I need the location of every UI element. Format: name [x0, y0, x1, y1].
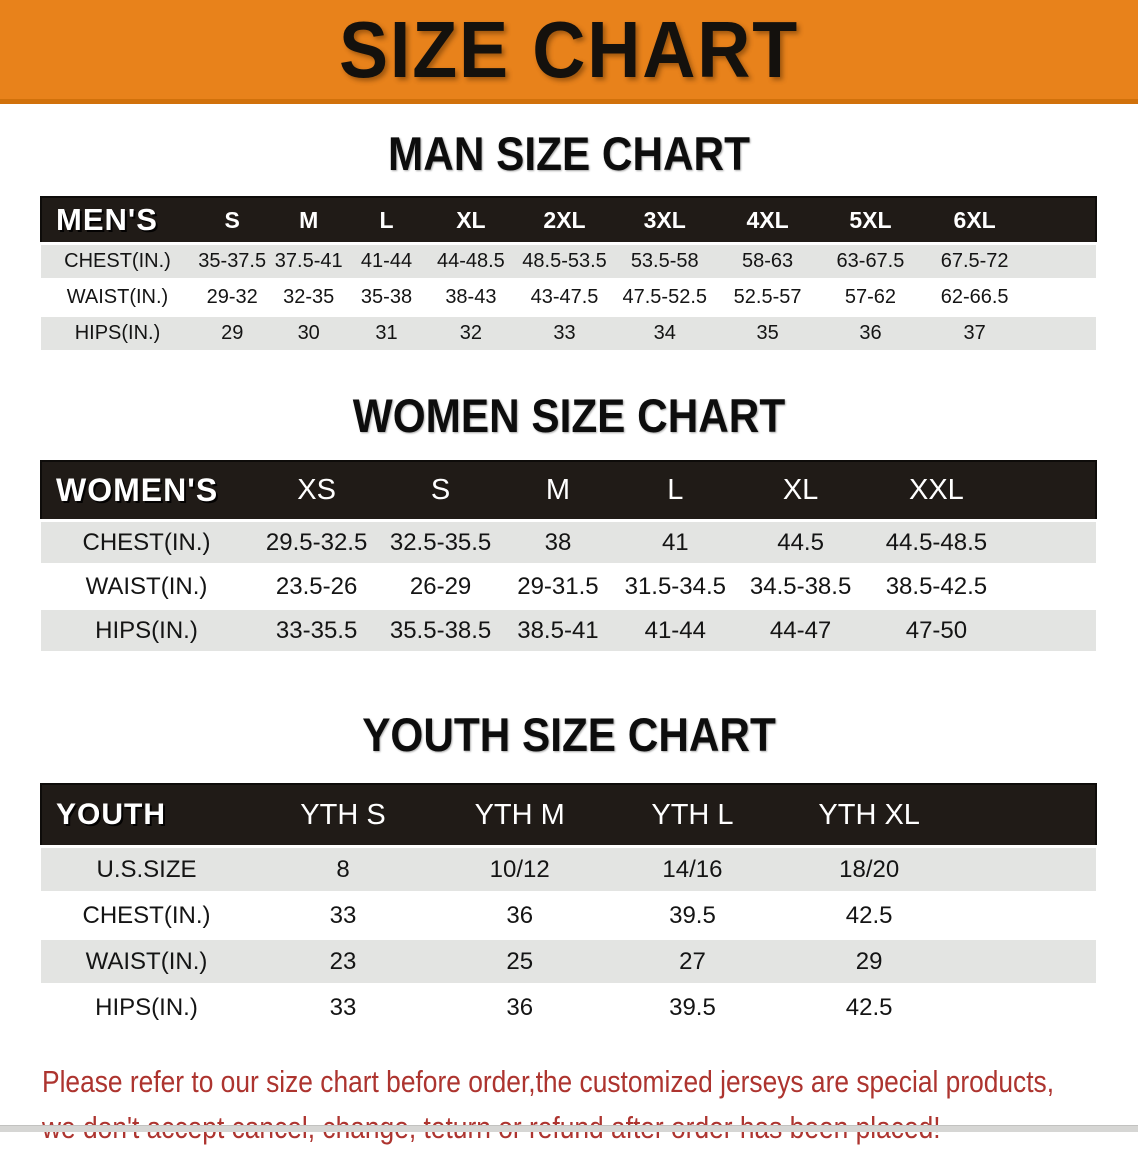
value-cell: 37.5-41: [270, 244, 346, 280]
disclaimer: [42, 1059, 1138, 1151]
size-header-cell: YTH L: [605, 784, 779, 847]
value-cell: 35-37.5: [194, 244, 270, 280]
filler-cell: [1027, 316, 1096, 351]
value-cell: 29-31.5: [500, 565, 616, 609]
value-cell: 38: [500, 521, 616, 565]
filler-cell: [959, 985, 1096, 1030]
value-cell: 25: [434, 939, 605, 985]
size-header-cell: M: [270, 197, 346, 244]
youth-waist-row: [41, 939, 1096, 985]
value-cell: 32-35: [270, 280, 346, 316]
size-header-cell: YTH XL: [779, 784, 958, 847]
size-header-cell: XXL: [867, 461, 1007, 521]
value-cell: 31: [347, 316, 426, 351]
bottom-edge-strip: [0, 1125, 1138, 1132]
youth-header-row: [41, 784, 1096, 847]
row-label: WAIST(IN.): [41, 565, 252, 609]
youth-ussize-row: [41, 847, 1096, 893]
youth-chest-row: [41, 893, 1096, 939]
filler-cell: [1027, 244, 1096, 280]
size-header-cell: XL: [426, 197, 516, 244]
value-cell: 43-47.5: [516, 280, 614, 316]
value-cell: 63-67.5: [819, 244, 922, 280]
value-cell: 58-63: [716, 244, 819, 280]
size-header-cell: M: [500, 461, 616, 521]
men-header-row: [41, 197, 1096, 244]
men-table-label: [41, 197, 194, 244]
size-header-cell: 4XL: [716, 197, 819, 244]
value-cell: 34.5-38.5: [735, 565, 867, 609]
value-cell: 23.5-26: [252, 565, 381, 609]
size-header-cell: S: [194, 197, 270, 244]
value-cell: 52.5-57: [716, 280, 819, 316]
value-cell: 67.5-72: [922, 244, 1028, 280]
value-cell: 36: [434, 985, 605, 1030]
filler-cell: [959, 847, 1096, 893]
value-cell: 27: [605, 939, 779, 985]
value-cell: 53.5-58: [613, 244, 716, 280]
value-cell: 30: [270, 316, 346, 351]
value-cell: 39.5: [605, 985, 779, 1030]
value-cell: 41: [616, 521, 735, 565]
women-size-table: [40, 460, 1097, 651]
filler-cell: [1006, 521, 1096, 565]
value-cell: 37: [922, 316, 1028, 351]
filler-cell: [959, 939, 1096, 985]
women-header-row: [41, 461, 1096, 521]
filler-cell: [1006, 609, 1096, 652]
youth-hips-row: [41, 985, 1096, 1030]
value-cell: 35-38: [347, 280, 426, 316]
value-cell: 62-66.5: [922, 280, 1028, 316]
row-label: CHEST(IN.): [41, 244, 194, 280]
row-label: WAIST(IN.): [41, 280, 194, 316]
header-filler-cell: [1006, 461, 1096, 521]
women-chest-row: [41, 521, 1096, 565]
value-cell: 42.5: [779, 893, 958, 939]
women-waist-row: [41, 565, 1096, 609]
youth-section-heading: YOUTH SIZE CHART: [362, 708, 776, 761]
value-cell: 32: [426, 316, 516, 351]
value-cell: 36: [434, 893, 605, 939]
size-header-cell: 6XL: [922, 197, 1028, 244]
row-label: HIPS(IN.): [41, 985, 252, 1030]
size-header-cell: YTH M: [434, 784, 605, 847]
row-label: HIPS(IN.): [41, 316, 194, 351]
value-cell: 44-48.5: [426, 244, 516, 280]
banner-title: SIZE CHART: [339, 5, 799, 94]
women-table-label: [41, 461, 252, 521]
value-cell: 38.5-41: [500, 609, 616, 652]
value-cell: 38.5-42.5: [867, 565, 1007, 609]
filler-cell: [1027, 280, 1096, 316]
row-label: CHEST(IN.): [41, 521, 252, 565]
value-cell: 47-50: [867, 609, 1007, 652]
disclaimer-line-1: Please refer to our size chart before order,the customized jerseys are special products,: [42, 1064, 1055, 1099]
value-cell: 41-44: [347, 244, 426, 280]
value-cell: 33-35.5: [252, 609, 381, 652]
value-cell: 34: [613, 316, 716, 351]
men-chest-row: [41, 244, 1096, 280]
value-cell: 48.5-53.5: [516, 244, 614, 280]
size-header-cell: YTH S: [252, 784, 434, 847]
value-cell: 39.5: [605, 893, 779, 939]
value-cell: 26-29: [381, 565, 500, 609]
value-cell: 36: [819, 316, 922, 351]
value-cell: 29: [194, 316, 270, 351]
value-cell: 44.5-48.5: [867, 521, 1007, 565]
men-hips-row: [41, 316, 1096, 351]
size-header-cell: 5XL: [819, 197, 922, 244]
value-cell: 31.5-34.5: [616, 565, 735, 609]
value-cell: 18/20: [779, 847, 958, 893]
value-cell: 29-32: [194, 280, 270, 316]
row-label: HIPS(IN.): [41, 609, 252, 652]
value-cell: 32.5-35.5: [381, 521, 500, 565]
filler-cell: [959, 893, 1096, 939]
header-filler-cell: [1027, 197, 1096, 244]
value-cell: 14/16: [605, 847, 779, 893]
row-label: CHEST(IN.): [41, 893, 252, 939]
value-cell: 29.5-32.5: [252, 521, 381, 565]
value-cell: 42.5: [779, 985, 958, 1030]
youth-table-label: [41, 784, 252, 847]
value-cell: 23: [252, 939, 434, 985]
value-cell: 47.5-52.5: [613, 280, 716, 316]
size-header-cell: 3XL: [613, 197, 716, 244]
value-cell: 33: [516, 316, 614, 351]
women-hips-row: [41, 609, 1096, 652]
row-label: U.S.SIZE: [41, 847, 252, 893]
size-header-cell: XS: [252, 461, 381, 521]
header-filler-cell: [959, 784, 1096, 847]
value-cell: 41-44: [616, 609, 735, 652]
size-header-cell: L: [616, 461, 735, 521]
size-header-cell: S: [381, 461, 500, 521]
size-chart-banner: [0, 0, 1138, 104]
women-section-heading: WOMEN SIZE CHART: [352, 389, 786, 442]
value-cell: 38-43: [426, 280, 516, 316]
women-label-text: WOMEN'S: [56, 472, 219, 508]
value-cell: 33: [252, 985, 434, 1030]
value-cell: 29: [779, 939, 958, 985]
value-cell: 35: [716, 316, 819, 351]
value-cell: 35.5-38.5: [381, 609, 500, 652]
men-waist-row: [41, 280, 1096, 316]
value-cell: 57-62: [819, 280, 922, 316]
size-header-cell: L: [347, 197, 426, 244]
value-cell: 44.5: [735, 521, 867, 565]
value-cell: 33: [252, 893, 434, 939]
row-label: WAIST(IN.): [41, 939, 252, 985]
value-cell: 44-47: [735, 609, 867, 652]
value-cell: 10/12: [434, 847, 605, 893]
size-header-cell: 2XL: [516, 197, 614, 244]
men-size-table: [40, 196, 1097, 350]
value-cell: 8: [252, 847, 434, 893]
man-section-heading: MAN SIZE CHART: [388, 127, 750, 180]
size-header-cell: XL: [735, 461, 867, 521]
filler-cell: [1006, 565, 1096, 609]
youth-label-text: YOUTH: [56, 798, 166, 831]
men-label-text: MEN'S: [56, 202, 158, 237]
youth-size-table: [40, 783, 1097, 1029]
